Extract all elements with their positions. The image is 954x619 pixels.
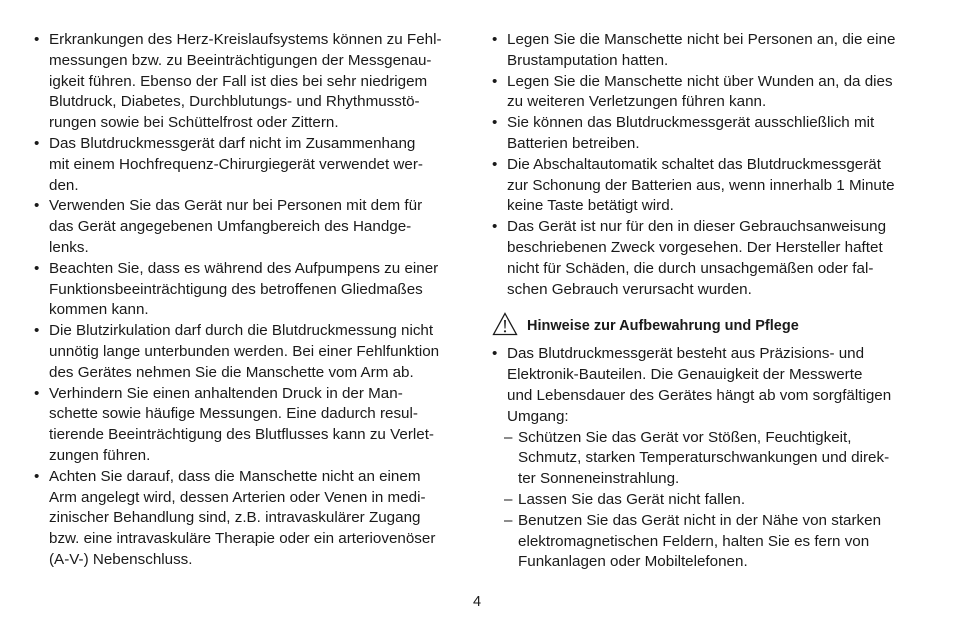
list-item [34,30,466,134]
page-number: 4 [472,594,482,610]
text-line: beschriebenen Zweck vorgesehen. Der Hersteller haftet [507,238,883,256]
text-line: zungen führen. [49,446,151,464]
text-line: schette sowie häufige Messungen. Eine dadurch resul- [49,405,418,423]
list-item [492,217,922,300]
text-line: – Lassen Sie das Gerät nicht fallen. [518,490,746,508]
right-column [492,30,922,573]
text-line: • Legen Sie die Manschette nicht bei Personen an, die eine [507,31,896,48]
text-line: unnötig lange unterbunden werden. Bei einer Fehlfunktion [49,342,440,360]
text-line: rungen sowie bei Schüttelfrost oder Zittern. [49,114,339,132]
text-line: igkeit führen. Ebenso der Fall ist dies bei sehr niedrigem [49,72,428,90]
care-section-heading [492,312,922,340]
text-line: und Lebensdauer des Gerätes hängt ab vom sorgfältigen [507,386,892,404]
text-line: das Gerät angegebenen Umfangbereich des Handge- [49,218,412,236]
text-line: Umgang: [507,407,569,425]
text-line: ter Sonneneinstrahlung. [518,470,680,488]
list-item [34,259,466,321]
list-item [34,321,466,383]
text-line: – Benutzen Sie das Gerät nicht in der Nähe von starken [518,511,882,529]
text-line: messungen bzw. zu Beeinträchtigungen der Messgenau- [49,51,432,69]
list-item [34,196,466,258]
care-bullet-list [492,344,922,427]
list-item [492,344,922,427]
text-line: nicht für Schäden, die durch unsachgemäßen oder fal- [507,259,874,277]
dash-item [492,428,922,490]
text-line: • Erkrankungen des Herz-Kreislaufsystems können zu Fehl- [49,31,442,48]
text-line: schen Gebrauch verursacht wurden. [507,280,752,298]
text-line: tierende Beeinträchtigung des Blutflusses kann zu Verlet- [49,426,434,444]
text-line: Elektronik-Bauteilen. Die Genauigkeit der Messwerte [507,366,863,384]
list-item [492,155,922,217]
text-line: • Das Blutdruckmessgerät darf nicht im Zusammenhang [49,134,416,152]
list-item [492,72,922,114]
text-line: Blutdruck, Diabetes, Durchblutungs- und Rhythmusstö- [49,93,420,111]
text-line: • Legen Sie die Manschette nicht über Wunden an, da dies [507,72,893,90]
text-line: bzw. eine intravaskuläre Therapie oder ein arteriovenöser [49,530,436,548]
left-column [34,30,466,571]
text-line: Brustamputation hatten. [507,51,669,69]
left-bullet-list [34,30,466,571]
warning-triangle-icon [492,312,518,336]
text-line: • Beachten Sie, dass es während des Aufpumpens zu einer [49,259,439,277]
text-line: • Sie können das Blutdruckmessgerät ausschließlich mit [507,114,875,132]
list-item [34,134,466,196]
text-line: keine Taste betätigt wird. [507,197,674,215]
text-line: des Gerätes nehmen Sie die Manschette vom Arm ab. [49,363,414,381]
text-line: • Verhindern Sie einen anhaltenden Druck in der Man- [49,384,403,402]
care-dash-list [492,428,922,574]
list-item [492,30,922,72]
text-line: • Achten Sie darauf, dass die Manschette nicht an einem [49,467,421,485]
section-heading-text: Hinweise zur Aufbewahrung und Pflege [527,318,799,335]
list-item [34,384,466,467]
text-line: • Die Blutzirkulation darf durch die Blutdruckmessung nicht [49,322,434,340]
list-item [492,113,922,155]
text-line: • Verwenden Sie das Gerät nur bei Personen mit dem für [49,197,423,215]
text-line: • Die Abschaltautomatik schaltet das Blutdruckmessgerät [507,155,881,173]
text-line: Arm angelegt wird, dessen Arterien oder Venen in medi- [49,488,426,506]
right-bullet-list [492,30,922,300]
text-line: mit einem Hochfrequenz-Chirurgiegerät verwendet wer- [49,155,423,173]
text-line: Schmutz, starken Temperaturschwankungen und direk- [518,449,890,467]
text-line: lenks. [49,238,89,256]
text-line: – Schützen Sie das Gerät vor Stößen, Feuchtigkeit, [518,428,852,446]
text-line: (A-V-) Nebenschluss. [49,550,193,568]
dash-item [492,490,922,511]
text-line: Funkanlagen oder Mobiltelefonen. [518,553,748,571]
text-line: • Das Blutdruckmessgerät besteht aus Präzisions- und [507,345,865,363]
text-line: zinischer Behandlung sind, z.B. intravaskulärer Zugang [49,509,421,527]
text-line: Batterien betreiben. [507,134,640,152]
text-line: den. [49,176,79,194]
list-item [34,467,466,571]
text-line: kommen kann. [49,301,149,319]
text-line: Funktionsbeeinträchtigung des betroffenen Gliedmaßes [49,280,423,298]
text-line: zur Schonung der Batterien aus, wenn innerhalb 1 Minute [507,176,895,194]
text-line: • Das Gerät ist nur für den in dieser Gebrauchsanweisung [507,218,887,236]
text-line: zu weiteren Verletzungen führen kann. [507,93,767,111]
dash-item [492,511,922,573]
text-line: elektromagnetischen Feldern, halten Sie es fern von [518,532,870,550]
